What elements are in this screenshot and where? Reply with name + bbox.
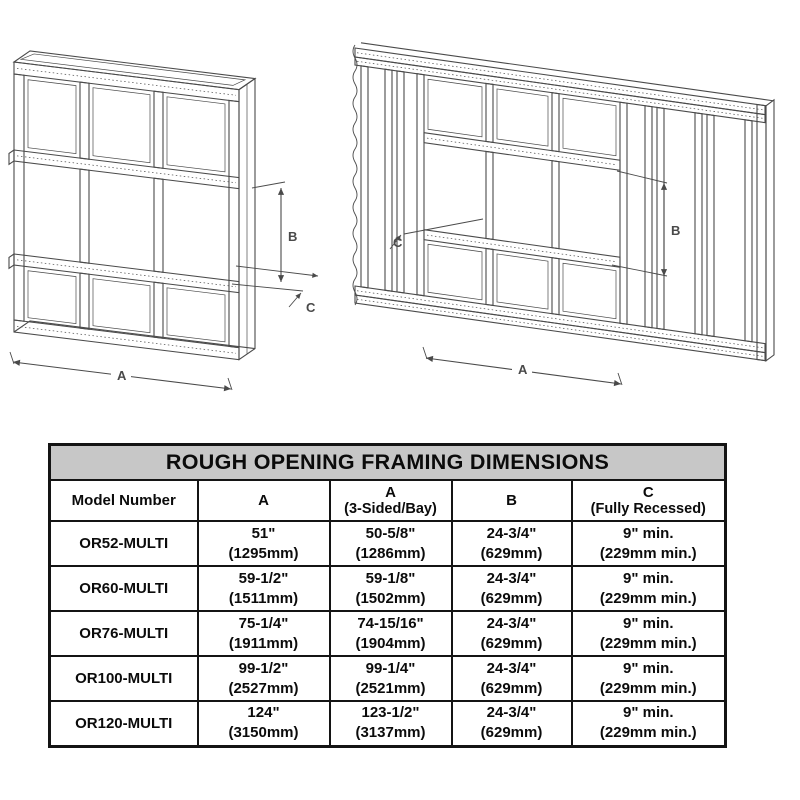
cell-a: 99-1/2" (2527mm) xyxy=(198,656,330,701)
cell-c: 9" min. (229mm min.) xyxy=(572,521,726,566)
cell-a: 51" (1295mm) xyxy=(198,521,330,566)
frame-front-face xyxy=(9,48,255,361)
dim-label-a: A xyxy=(518,362,528,377)
dim-label-b: B xyxy=(671,223,681,238)
cell-b: 24-3/4" (629mm) xyxy=(452,521,572,566)
table-row xyxy=(50,656,726,701)
dim-label-b: B xyxy=(288,229,298,244)
dim-label-c: C xyxy=(393,235,403,250)
table-row xyxy=(50,701,726,746)
dimension-b xyxy=(612,171,680,276)
model-number: OR60-MULTI xyxy=(50,566,198,611)
cell-a-bay: 74-15/16" (1904mm) xyxy=(330,611,452,656)
right-framing-diagram xyxy=(333,18,798,410)
col-header-b: B xyxy=(452,480,572,521)
cell-a-bay: 123-1/2" (3137mm) xyxy=(330,701,452,746)
cell-a-bay: 59-1/8" (1502mm) xyxy=(330,566,452,611)
table-title: ROUGH OPENING FRAMING DIMENSIONS xyxy=(50,445,726,481)
col-header-c: C (Fully Recessed) xyxy=(572,480,726,521)
break-line xyxy=(353,45,357,306)
table-row xyxy=(50,566,726,611)
col-header-model: Model Number xyxy=(50,480,198,521)
model-number: OR100-MULTI xyxy=(50,656,198,701)
dimension-a xyxy=(423,347,622,385)
model-number: OR120-MULTI xyxy=(50,701,198,746)
col-header-a-bay: A (3-Sided/Bay) xyxy=(330,480,452,521)
cell-a: 124" (3150mm) xyxy=(198,701,330,746)
dimension-c xyxy=(232,266,318,315)
model-number: OR52-MULTI xyxy=(50,521,198,566)
rough-opening-dimensions-table xyxy=(48,443,727,748)
cell-c: 9" min. (229mm min.) xyxy=(572,566,726,611)
table-title-row xyxy=(50,445,726,481)
cell-b: 24-3/4" (629mm) xyxy=(452,566,572,611)
cell-b: 24-3/4" (629mm) xyxy=(452,701,572,746)
dim-label-a: A xyxy=(117,368,127,383)
col-header-a: A xyxy=(198,480,330,521)
table-header-row xyxy=(50,480,726,521)
cell-a: 59-1/2" (1511mm) xyxy=(198,566,330,611)
table-row xyxy=(50,611,726,656)
table-row xyxy=(50,521,726,566)
cell-c: 9" min. (229mm min.) xyxy=(572,701,726,746)
cell-c: 9" min. (229mm min.) xyxy=(572,611,726,656)
cell-a-bay: 99-1/4" (2521mm) xyxy=(330,656,452,701)
cell-a-bay: 50-5/8" (1286mm) xyxy=(330,521,452,566)
cell-a: 75-1/4" (1911mm) xyxy=(198,611,330,656)
model-number: OR76-MULTI xyxy=(50,611,198,656)
cell-b: 24-3/4" (629mm) xyxy=(452,656,572,701)
cell-c: 9" min. (229mm min.) xyxy=(572,656,726,701)
dimension-a xyxy=(10,352,232,390)
dimension-b xyxy=(252,182,297,282)
wall-front-face xyxy=(353,41,774,364)
left-framing-diagram xyxy=(0,22,332,404)
dim-label-c: C xyxy=(306,300,316,315)
cell-b: 24-3/4" (629mm) xyxy=(452,611,572,656)
